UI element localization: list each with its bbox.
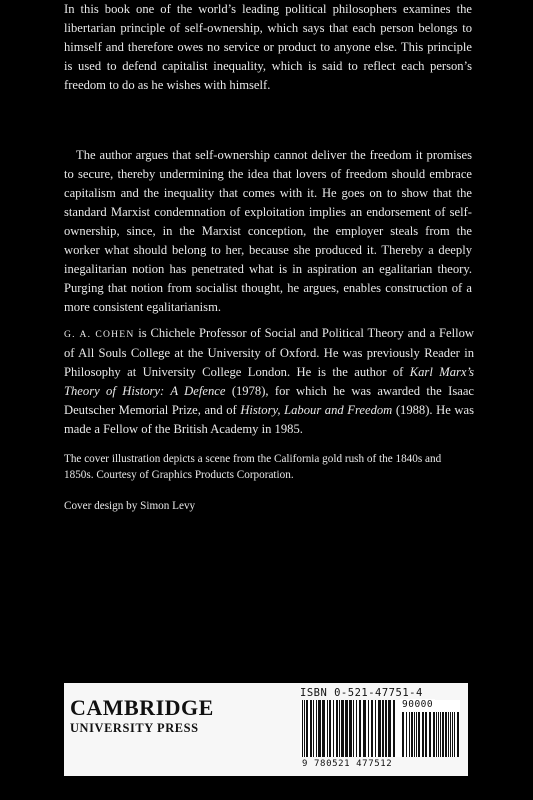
barcode-bar [393,700,395,757]
barcode-bar [316,700,317,757]
publisher-name-line2: UNIVERSITY PRESS [70,721,199,735]
barcode [300,700,460,757]
bio-text-2: (1978), for which he was awarded the Isaac Deutscher Memorial Prize, and of [64,384,474,417]
barcode-addon-bar [448,712,449,757]
publisher-barcode-panel [64,683,468,776]
barcode-bar [336,700,338,757]
barcode-addon-bar [429,712,431,757]
bio-text-3: (1988). He was made a Fellow of the British Academy in 1985. [64,403,474,436]
barcode-bar [302,700,303,757]
barcode-addon-bar [442,712,444,757]
ean-number: 9 780521 477512 [302,759,393,769]
barcode-bar [356,700,357,757]
barcode-addon-bar [414,712,415,757]
barcode-image [300,700,460,757]
barcode-addon-bar [454,712,455,757]
barcode-addon-bar [436,712,437,757]
barcode-bar [306,700,308,757]
barcode-bar [329,700,331,757]
barcode-addon-bar [425,712,427,757]
barcode-addon-bar [450,712,451,757]
bio-text-1: is Chichele Professor of Social and Political Theory and a Fellow of All Souls College at the University of Oxford. He was previously Reader in Philosophy at University College London. He is the author of [64,326,474,379]
barcode-addon-bar [402,712,404,757]
barcode-bar [353,700,354,757]
publisher-logo [70,697,214,734]
barcode-bar [388,700,391,757]
barcode-addon-bar [452,712,453,757]
author-name: G. A. COHEN [64,329,135,340]
barcode-bar [371,700,373,757]
barcode-addon-bar [440,712,441,757]
barcode-bar [378,700,381,757]
barcode-bar [382,700,384,757]
barcode-bar [339,700,340,757]
author-bio [64,324,474,439]
cover-illustration-note: The cover illustration depicts a scene from the California gold rush of the 1840s and 1850s. Courtesy of Graphics Products Corporation. [64,453,442,481]
barcode-addon-bar [457,712,459,757]
barcode-addon-bar [422,712,424,757]
barcode-bar [345,700,348,757]
description-paragraph-2: The author argues that self-ownership cannot deliver the freedom it promises to secure, thereby undermining the idea that lovers of freedom should embrace capitalism and the inequality that comes with it. He goes on to show that the standard Marxist condemnation of exploitation implies an endorsement of self-ownership, since, in the Marxist conception, the employer steals from the worker what should belong to her, because she produced it. Thereby a deeply inegalitarian notion has penetrated what is in aspiration an egalitarian theory. Purging that notion from socialist thought, he argues, enables construction of a more consistent egalitarianism. [64,148,472,314]
barcode-addon-bar [445,712,447,757]
barcode-addon-bar [416,712,417,757]
barcode-bar [318,700,321,757]
barcode-bar [310,700,312,757]
barcode-bar [304,700,305,757]
barcode-bar [333,700,334,757]
barcode-bar [313,700,314,757]
book-title-2: History, Labour and Freedom [240,403,393,417]
isbn-label: ISBN 0-521-47751-4 [300,687,423,699]
barcode-addon-bar [406,712,407,757]
price-code: 90000 [402,699,434,710]
barcode-bar [385,700,387,757]
barcode-addon-bar [411,712,413,757]
barcode-bar [341,700,344,757]
barcode-bar [359,700,361,757]
barcode-bar [363,700,366,757]
barcode-addon-bar [418,712,420,757]
barcode-bar [375,700,376,757]
barcode-addon-bar [438,712,439,757]
description-block-2 [64,146,472,317]
cover-design-credit: Cover design by Simon Levy [64,500,196,512]
barcode-bar [322,700,325,757]
publisher-name-line1: CAMBRIDGE [70,695,214,720]
book-title-1: Karl Marx’s Theory of History: A Defence [64,365,474,398]
barcode-addon-bar [433,712,435,757]
barcode-addon-bar [409,712,410,757]
barcode-bar [368,700,369,757]
barcode-bar [349,700,352,757]
description-block [64,0,472,95]
barcode-bar [327,700,328,757]
description-paragraph-1: In this book one of the world’s leading political philosophers examines the libertarian principle of self-ownership, which says that each person belongs to himself and therefore owes no service or product to anyone else. This principle is used to defend capitalist inequality, which is said to reflect each person’s freedom to do as he wishes with himself. [64,2,472,92]
